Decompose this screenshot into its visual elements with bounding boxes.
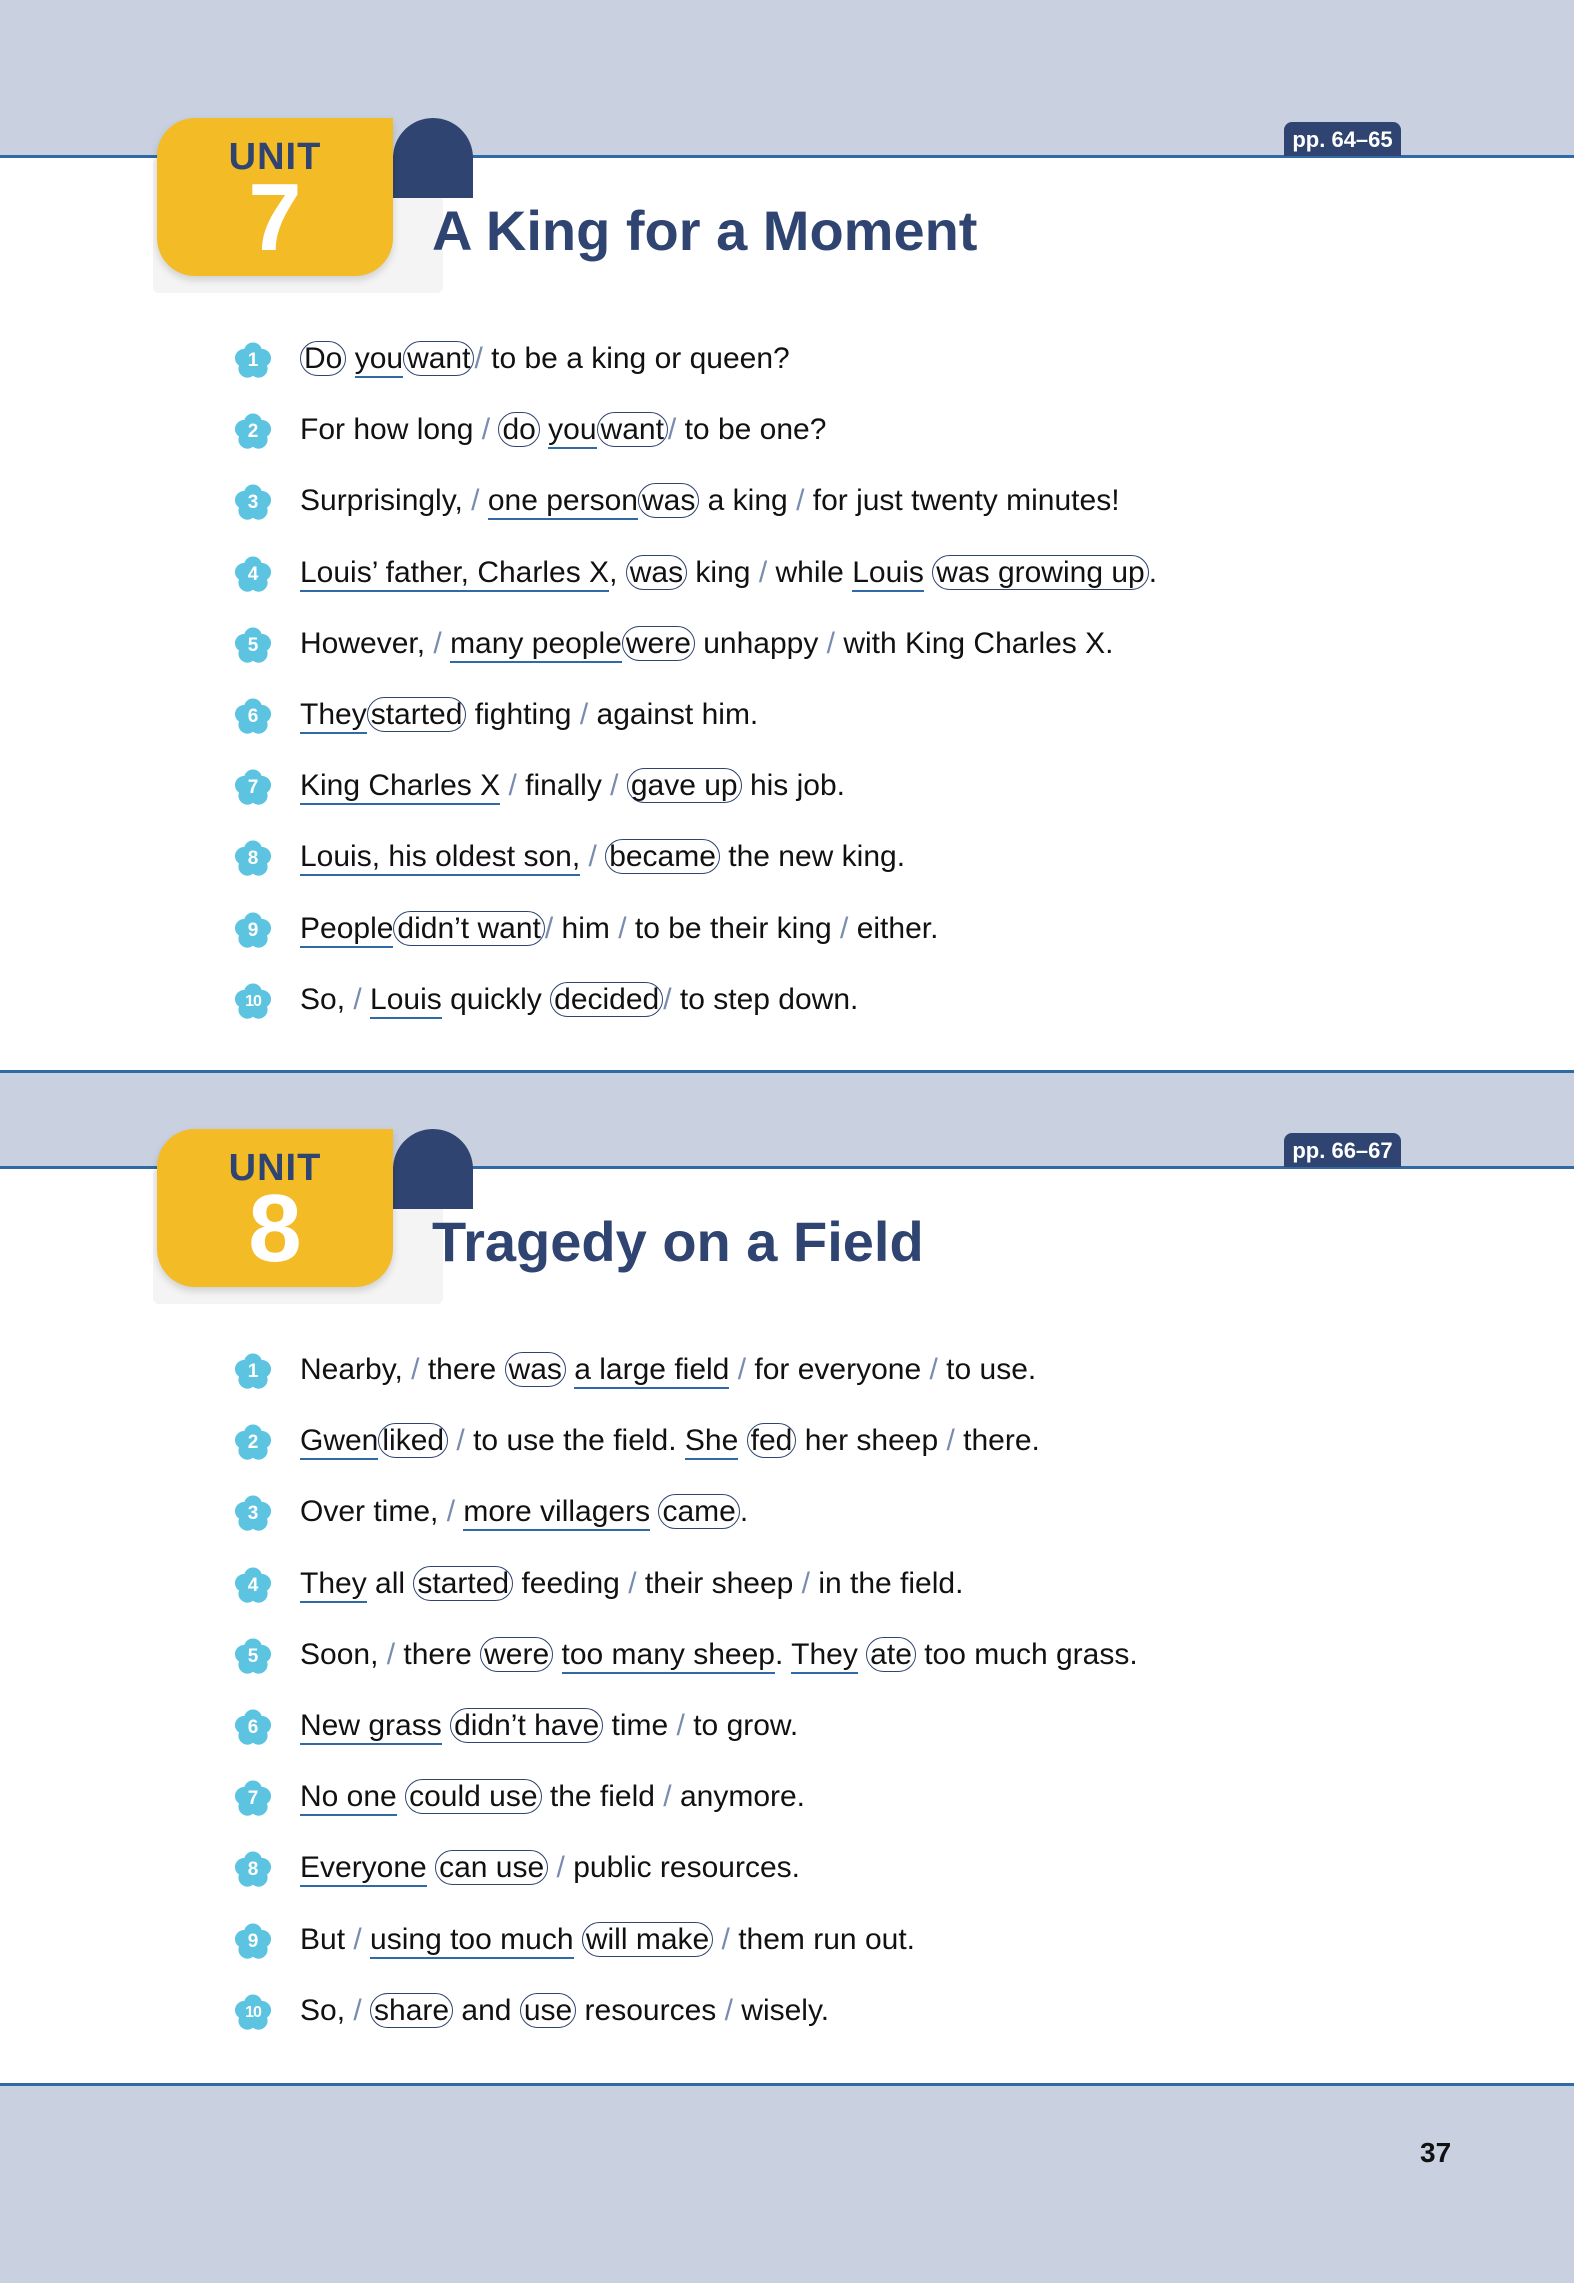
text-chunk: and — [453, 1993, 520, 2027]
verb-phrase: didn’t want — [393, 911, 544, 946]
flower-number-icon — [232, 554, 274, 596]
flower-number-icon — [232, 696, 274, 738]
badge-tab — [393, 118, 473, 198]
subject-phrase: People — [300, 912, 393, 948]
text-chunk: to use. — [937, 1353, 1037, 1386]
subject-phrase: No one — [300, 1780, 397, 1816]
sentence-number: 4 — [247, 1574, 259, 1596]
subject-phrase: Louis’ father, Charles X — [300, 556, 609, 592]
sentence-row — [0, 1637, 1574, 1694]
sentence-text — [300, 1923, 915, 1957]
text-chunk — [397, 1780, 405, 1813]
sentence-row — [0, 1353, 1574, 1409]
verb-phrase: became — [605, 839, 720, 874]
chunk-divider: / — [544, 911, 554, 945]
chunk-divider: / — [446, 1495, 464, 1529]
chunk-divider: / — [724, 1993, 733, 2027]
text-chunk: there. — [954, 1424, 1040, 1458]
unit-label: UNIT — [228, 1147, 322, 1189]
chunk-divider: / — [946, 1424, 955, 1458]
subject-phrase: you — [355, 342, 403, 378]
unit-title: Tragedy on a Field — [432, 1210, 924, 1273]
text-chunk: So, — [300, 1993, 354, 2027]
text-chunk — [858, 1638, 866, 1671]
sentence-text — [300, 1495, 748, 1529]
text-chunk: there — [427, 1353, 505, 1386]
sentence-number: 6 — [247, 706, 259, 727]
badge-tab — [393, 1129, 473, 1209]
unit-8-section — [0, 1138, 1574, 2086]
unit-label: UNIT — [228, 136, 322, 178]
sentence-number: 10 — [245, 2003, 261, 2021]
sentence-text — [300, 769, 845, 803]
text-chunk: However, — [300, 626, 434, 660]
sentence-row — [0, 769, 1574, 825]
sentence-number: 2 — [247, 421, 259, 443]
text-chunk: finally — [516, 769, 611, 803]
sentence-row — [0, 413, 1574, 469]
text-chunk: for everyone — [746, 1353, 930, 1386]
text-chunk: for just twenty minutes! — [804, 484, 1120, 518]
text-chunk: time — [603, 1709, 677, 1742]
chunk-divider: / — [474, 342, 483, 375]
text-chunk: with King Charles X. — [835, 626, 1114, 660]
flower-number-icon — [232, 1707, 274, 1749]
unit-7-section — [0, 127, 1574, 1073]
sentence-number: 1 — [247, 350, 259, 371]
verb-phrase: share — [370, 1993, 453, 2028]
text-chunk: against him. — [588, 698, 759, 731]
sentence-number: 6 — [247, 1717, 259, 1738]
text-chunk: resources — [576, 1993, 725, 2027]
text-chunk: his job. — [741, 769, 845, 803]
sentence-text — [300, 912, 938, 946]
sentence-number: 8 — [247, 1859, 259, 1881]
chunk-divider: / — [796, 484, 805, 518]
text-chunk: while — [767, 555, 853, 589]
sentence-number: 7 — [247, 777, 259, 799]
verb-phrase: started — [367, 697, 467, 732]
unit-title: A King for a Moment — [432, 199, 978, 262]
verb-phrase: was growing up — [932, 555, 1148, 590]
subject-phrase: Louis — [370, 983, 442, 1019]
chunk-divider: / — [618, 911, 627, 945]
chunk-divider: / — [556, 1851, 565, 1885]
text-chunk: king — [687, 555, 759, 589]
verb-phrase: will make — [582, 1922, 713, 1957]
subject-phrase: you — [548, 413, 596, 449]
sentence-number: 5 — [247, 1645, 259, 1667]
text-chunk: But — [300, 1922, 354, 1956]
flower-number-icon — [232, 411, 274, 453]
sentence-number: 2 — [247, 1432, 259, 1454]
flower-number-icon — [232, 1992, 274, 2034]
chunk-divider: / — [411, 1353, 428, 1386]
subject-phrase: a large field — [574, 1353, 729, 1389]
verb-phrase: decided — [550, 982, 663, 1017]
text-chunk: her sheep — [796, 1424, 947, 1458]
unit-number: 8 — [248, 1175, 302, 1282]
verb-phrase: liked — [378, 1423, 448, 1458]
subject-phrase: Louis, his oldest son, — [300, 840, 580, 876]
text-chunk: to grow. — [684, 1709, 799, 1742]
chunk-divider: / — [737, 1353, 747, 1386]
subject-phrase: New grass — [300, 1709, 442, 1745]
sentence-number: 8 — [247, 848, 259, 870]
text-chunk: to be a king or queen? — [482, 342, 790, 375]
unit-badge — [157, 118, 473, 288]
sentence-row — [0, 982, 1574, 1039]
flower-number-icon — [232, 625, 274, 667]
verb-phrase: can use — [435, 1850, 548, 1885]
chunk-divider: / — [840, 911, 849, 945]
text-chunk: For how long — [300, 413, 482, 447]
chunk-divider: / — [721, 1922, 730, 1956]
verb-phrase: want — [403, 341, 474, 376]
sentence-text — [300, 840, 905, 874]
unit-badge-box — [157, 118, 393, 276]
verb-phrase: was — [626, 555, 687, 590]
text-chunk: to be their king — [626, 911, 841, 945]
chunk-divider: / — [676, 1709, 685, 1742]
sentence-row — [0, 1780, 1574, 1836]
subject-phrase: many people — [450, 627, 622, 663]
text-chunk — [924, 556, 932, 589]
text-chunk: the new king. — [719, 840, 906, 874]
sentence-row — [0, 1922, 1574, 1979]
sentence-text — [300, 413, 826, 447]
verb-phrase: fed — [747, 1423, 797, 1458]
sentence-text — [300, 556, 1157, 590]
flower-number-icon — [232, 1921, 274, 1963]
sentence-row — [0, 484, 1574, 540]
text-chunk — [729, 1353, 737, 1386]
verb-phrase: were — [480, 1637, 553, 1672]
unit-badge-box — [157, 1129, 393, 1287]
flower-number-icon — [232, 1351, 274, 1393]
text-chunk — [713, 1923, 721, 1956]
sentence-text — [300, 1567, 963, 1601]
text-chunk: too much grass. — [915, 1637, 1138, 1671]
verb-phrase: could use — [405, 1779, 541, 1814]
subject-phrase: Gwen — [300, 1424, 378, 1460]
unit-number: 7 — [248, 164, 302, 271]
verb-phrase: ate — [866, 1637, 916, 1672]
text-chunk: there — [403, 1637, 481, 1671]
sentence-row — [0, 1851, 1574, 1907]
chunk-divider: / — [481, 413, 499, 447]
sentence-row — [0, 698, 1574, 754]
chunk-divider: / — [663, 982, 672, 1016]
text-chunk: either. — [848, 911, 939, 945]
text-chunk — [738, 1424, 746, 1457]
text-chunk: quickly — [441, 982, 551, 1016]
verb-phrase: came — [658, 1494, 739, 1529]
sentence-text — [300, 484, 1120, 518]
sentence-row — [0, 1566, 1574, 1623]
chunk-divider: / — [456, 1424, 465, 1458]
text-chunk: them run out. — [729, 1922, 915, 1956]
sentence-number: 9 — [247, 1930, 259, 1952]
sentence-number: 1 — [247, 1361, 259, 1382]
sentence-text — [300, 1780, 805, 1814]
sentence-row — [0, 555, 1574, 612]
flower-number-icon — [232, 482, 274, 524]
verb-phrase: want — [597, 412, 668, 447]
sentence-row — [0, 342, 1574, 398]
sentence-number: 10 — [245, 992, 261, 1010]
sentence-number: 5 — [247, 634, 259, 656]
text-chunk: a king — [699, 484, 797, 518]
text-chunk — [580, 840, 588, 873]
sentence-text — [300, 1709, 798, 1743]
text-chunk — [442, 1709, 450, 1742]
text-chunk — [548, 1851, 556, 1884]
subject-phrase: King Charles X — [300, 769, 500, 805]
subject-phrase: more villagers — [463, 1495, 650, 1531]
text-chunk — [346, 342, 354, 375]
text-chunk: anymore. — [671, 1780, 806, 1814]
chunk-divider: / — [579, 698, 589, 731]
sentence-text — [300, 1424, 1040, 1458]
text-chunk: . — [774, 1637, 792, 1671]
chunk-divider: / — [758, 555, 768, 589]
page-range-tag: pp. 64–65 — [1284, 122, 1401, 156]
text-chunk: their sheep — [636, 1566, 802, 1600]
subject-phrase: using too much — [370, 1923, 573, 1959]
text-chunk: to use the field. — [464, 1424, 685, 1458]
chunk-divider: / — [801, 1566, 810, 1600]
unit-badge — [157, 1129, 473, 1299]
sentence-row — [0, 1709, 1574, 1765]
verb-phrase: use — [520, 1993, 576, 2028]
text-chunk: to step down. — [671, 982, 859, 1016]
verb-phrase: gave up — [627, 768, 742, 803]
verb-phrase: were — [622, 626, 695, 661]
chunk-divider: / — [610, 769, 627, 803]
flower-number-icon — [232, 1849, 274, 1891]
verb-phrase: was — [638, 483, 699, 518]
text-chunk: Surprisingly, — [300, 484, 472, 518]
flower-number-icon — [232, 910, 274, 952]
text-chunk: wisely. — [732, 1993, 830, 2027]
flower-number-icon — [232, 1565, 274, 1607]
text-chunk — [540, 413, 548, 446]
text-chunk: feeding — [513, 1566, 629, 1600]
text-chunk: unhappy — [694, 626, 827, 660]
sentence-number: 3 — [247, 1503, 259, 1525]
chunk-divider: / — [588, 840, 606, 874]
text-chunk — [427, 1851, 435, 1884]
text-chunk: public resources. — [564, 1851, 800, 1885]
chunk-divider: / — [353, 1993, 371, 2027]
sentence-number: 3 — [247, 492, 259, 514]
sentence-row — [0, 1993, 1574, 2050]
sentence-row — [0, 1424, 1574, 1480]
text-chunk: in the field. — [810, 1566, 964, 1600]
verb-phrase: do — [498, 412, 539, 447]
sentence-number: 4 — [247, 563, 259, 585]
flower-number-icon — [232, 981, 274, 1023]
text-chunk — [553, 1638, 561, 1671]
flower-number-icon — [232, 1778, 274, 1820]
verb-phrase: started — [413, 1566, 513, 1601]
verb-phrase: was — [505, 1352, 566, 1387]
chunk-divider: / — [433, 626, 451, 660]
text-chunk: Nearby, — [300, 1353, 412, 1386]
verb-phrase: didn’t have — [450, 1708, 603, 1743]
chunk-divider: / — [628, 1566, 637, 1600]
text-chunk: all — [366, 1566, 414, 1600]
flower-number-icon — [232, 838, 274, 880]
text-chunk: fighting — [466, 698, 580, 731]
sentence-number: 7 — [247, 1788, 259, 1810]
chunk-divider: / — [386, 1637, 404, 1671]
sentence-row — [0, 840, 1574, 896]
chunk-divider: / — [929, 1353, 938, 1386]
sentence-text — [300, 1851, 800, 1885]
text-chunk: Soon, — [300, 1637, 387, 1671]
text-chunk: Over time, — [300, 1495, 447, 1529]
page-number: 37 — [1420, 2137, 1452, 2168]
subject-phrase: too many sheep — [562, 1638, 775, 1674]
sentence-row — [0, 911, 1574, 968]
sentence-text — [300, 983, 858, 1017]
sentence-row — [0, 1495, 1574, 1551]
page-range-tag: pp. 66–67 — [1284, 1133, 1401, 1167]
flower-number-icon — [232, 767, 274, 809]
subject-phrase: Everyone — [300, 1851, 427, 1887]
text-chunk: the field — [541, 1780, 664, 1814]
sentence-text — [300, 1638, 1138, 1672]
flower-number-icon — [232, 1493, 274, 1535]
chunk-divider: / — [508, 769, 517, 803]
sentence-text — [300, 627, 1113, 661]
flower-number-icon — [232, 1636, 274, 1678]
subject-phrase: one person — [488, 484, 638, 520]
subject-phrase: They — [791, 1638, 858, 1674]
text-chunk: him — [553, 911, 619, 945]
text-chunk: to be one? — [676, 413, 827, 447]
text-chunk: So, — [300, 982, 354, 1016]
subject-phrase: They — [300, 698, 367, 734]
sentence-text — [300, 1353, 1036, 1387]
sentence-text — [300, 698, 758, 732]
verb-phrase: Do — [300, 341, 346, 376]
flower-number-icon — [232, 1422, 274, 1464]
flower-number-icon — [232, 340, 274, 382]
text-chunk: , — [609, 555, 626, 589]
sentence-number: 9 — [247, 919, 259, 941]
chunk-divider: / — [353, 1922, 371, 1956]
text-chunk: . — [739, 1495, 749, 1529]
chunk-divider: / — [826, 626, 836, 660]
text-chunk — [574, 1923, 582, 1956]
sentence-text — [300, 342, 790, 376]
subject-phrase: They — [300, 1567, 367, 1603]
sentence-text — [300, 1994, 829, 2028]
sentence-row — [0, 626, 1574, 683]
text-chunk — [566, 1353, 574, 1386]
subject-phrase: Louis — [852, 556, 924, 592]
chunk-divider: / — [353, 982, 371, 1016]
chunk-divider: / — [663, 1780, 672, 1814]
chunk-divider: / — [471, 484, 488, 518]
subject-phrase: She — [685, 1424, 738, 1460]
text-chunk: . — [1148, 555, 1158, 589]
chunk-divider: / — [667, 413, 677, 447]
